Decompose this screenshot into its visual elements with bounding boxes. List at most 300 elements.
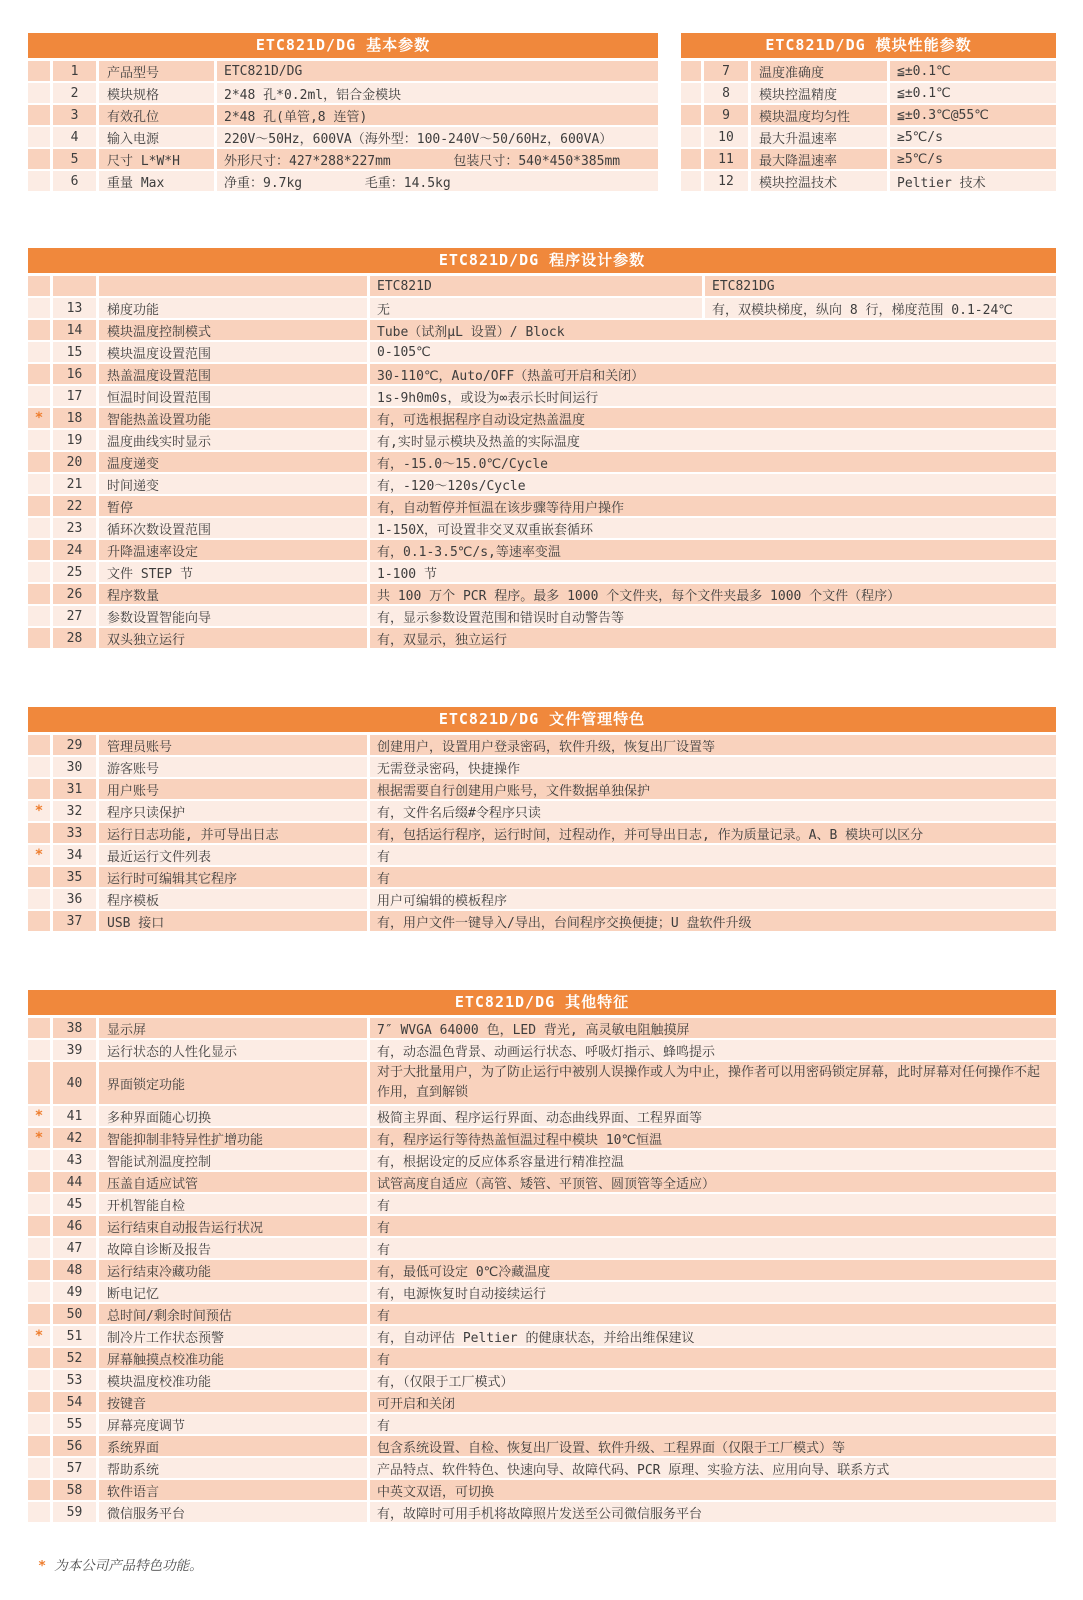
row-label: 多种界面随心切换 <box>99 1106 367 1126</box>
row-number: 39 <box>53 1040 96 1060</box>
table-row <box>28 1062 1056 1104</box>
row-label: 界面锁定功能 <box>99 1062 367 1104</box>
table-row <box>28 1304 1056 1324</box>
star-marker: * <box>28 845 50 865</box>
row-value: 有，0.1-3.5℃/s,等速率变温 <box>370 540 1056 560</box>
star-marker <box>28 1370 50 1390</box>
row-number: 52 <box>53 1348 96 1368</box>
row-value: 有，最低可设定 0℃冷藏温度 <box>370 1260 1056 1280</box>
program-subheader-row <box>28 276 1056 296</box>
table-row <box>681 171 1056 191</box>
star-marker <box>28 320 50 340</box>
program-design-rows <box>28 276 1056 648</box>
row-number: 22 <box>53 496 96 516</box>
star-marker <box>28 1414 50 1434</box>
star-marker <box>28 1392 50 1412</box>
row-value: 有，电源恢复时自动接续运行 <box>370 1282 1056 1302</box>
table-row <box>28 823 1056 843</box>
star-marker <box>28 430 50 450</box>
table-row <box>28 61 658 81</box>
row-value: 7″ WVGA 64000 色，LED 背光, 高灵敏电阻触摸屏 <box>370 1018 1056 1038</box>
row-label: 用户账号 <box>99 779 367 799</box>
star-marker <box>28 386 50 406</box>
table-row <box>28 1502 1056 1522</box>
row-label: 制冷片工作状态预警 <box>99 1326 367 1346</box>
row-label: 模块控温精度 <box>751 83 887 103</box>
table-row <box>28 105 658 125</box>
table-row <box>28 628 1056 648</box>
star-marker <box>28 1150 50 1170</box>
table-row <box>28 845 1056 865</box>
star-marker <box>28 867 50 887</box>
footnote <box>28 1554 1056 1574</box>
table-row <box>28 1106 1056 1126</box>
table-row <box>28 430 1056 450</box>
row-label: 按键音 <box>99 1392 367 1412</box>
label-cell-empty <box>99 276 367 296</box>
row-number: 57 <box>53 1458 96 1478</box>
row-label: 产品型号 <box>99 61 214 81</box>
row-label: 热盖温度设置范围 <box>99 364 367 384</box>
star-marker <box>28 540 50 560</box>
module-performance-table-title: ETC821D/DG 模块性能参数 <box>681 33 1056 58</box>
star-marker <box>28 364 50 384</box>
row-number: 28 <box>53 628 96 648</box>
table-row <box>28 1216 1056 1236</box>
row-value: 净重：9.7kg 毛重：14.5kg <box>217 171 658 191</box>
star-marker: * <box>28 801 50 821</box>
star-marker <box>28 584 50 604</box>
row-value: 有 <box>370 1348 1056 1368</box>
row-number: 1 <box>53 61 96 81</box>
row-number: 8 <box>704 83 748 103</box>
star-marker <box>28 1062 50 1104</box>
star-marker <box>28 342 50 362</box>
table-row <box>28 1348 1056 1368</box>
star-marker <box>28 149 50 169</box>
row-value: 创建用户，设置用户登录密码，软件升级，恢复出厂设置等 <box>370 735 1056 755</box>
row-number: 24 <box>53 540 96 560</box>
table-row <box>28 1480 1056 1500</box>
star-marker <box>28 61 50 81</box>
row-value: Tube（试剂μL 设置）/ Block <box>370 320 1056 340</box>
table-row <box>28 540 1056 560</box>
row-number: 58 <box>53 1480 96 1500</box>
star-marker <box>28 1282 50 1302</box>
row-value: ETC821D/DG <box>217 61 658 81</box>
star-marker <box>28 735 50 755</box>
row-label: 温度递变 <box>99 452 367 472</box>
row-number: 53 <box>53 1370 96 1390</box>
section-gap <box>28 650 1056 707</box>
table-row <box>28 867 1056 887</box>
row-label: 恒温时间设置范围 <box>99 386 367 406</box>
table-row <box>28 386 1056 406</box>
row-label: 运行结束自动报告运行状况 <box>99 1216 367 1236</box>
star-marker <box>28 105 50 125</box>
table-row <box>28 1238 1056 1258</box>
table-row <box>28 342 1056 362</box>
other-features-table-title: ETC821D/DG 其他特征 <box>28 990 1056 1015</box>
table-row <box>681 105 1056 125</box>
row-number: 26 <box>53 584 96 604</box>
row-number: 42 <box>53 1128 96 1148</box>
star-marker <box>28 1216 50 1236</box>
star-marker <box>28 83 50 103</box>
row-value: 有，（仅限于工厂模式） <box>370 1370 1056 1390</box>
row-number: 40 <box>53 1062 96 1104</box>
row-label: USB 接口 <box>99 911 367 931</box>
table-row <box>28 735 1056 755</box>
module-performance-table <box>681 33 1056 193</box>
row-label: 最大升温速率 <box>751 127 887 147</box>
row-label: 系统界面 <box>99 1436 367 1456</box>
row-number: 15 <box>53 342 96 362</box>
row-label: 总时间/剩余时间预估 <box>99 1304 367 1324</box>
star-marker <box>28 474 50 494</box>
row-number: 14 <box>53 320 96 340</box>
row-value-etc821d: 无 <box>370 298 702 318</box>
row-number: 5 <box>53 149 96 169</box>
row-label: 开机智能自检 <box>99 1194 367 1214</box>
star-marker <box>681 127 701 147</box>
row-value: 有，根据设定的反应体系容量进行精准控温 <box>370 1150 1056 1170</box>
table-row <box>681 149 1056 169</box>
star-marker <box>28 562 50 582</box>
row-value: 无需登录密码，快捷操作 <box>370 757 1056 777</box>
table-row <box>28 127 658 147</box>
table-row <box>28 779 1056 799</box>
row-number: 3 <box>53 105 96 125</box>
row-number: 33 <box>53 823 96 843</box>
table-row <box>28 1040 1056 1060</box>
star-marker <box>28 1502 50 1522</box>
row-number: 43 <box>53 1150 96 1170</box>
row-value: 对于大批量用户，为了防止运行中被别人误操作或人为中止，操作者可以用密码锁定屏幕，此时屏幕对任何操作不起作用，直到解锁 <box>370 1062 1056 1104</box>
row-number: 50 <box>53 1304 96 1324</box>
row-value: 有，自动暂停并恒温在该步骤等待用户操作 <box>370 496 1056 516</box>
row-value: 有 <box>370 1238 1056 1258</box>
row-label: 运行日志功能, 并可导出日志 <box>99 823 367 843</box>
row-label: 游客账号 <box>99 757 367 777</box>
row-label: 压盖自适应试管 <box>99 1172 367 1192</box>
star-marker <box>28 1304 50 1324</box>
star-marker: * <box>28 1128 50 1148</box>
table-row <box>28 1018 1056 1038</box>
star-marker <box>28 757 50 777</box>
row-label: 梯度功能 <box>99 298 367 318</box>
row-label: 运行结束冷藏功能 <box>99 1260 367 1280</box>
row-label: 故障自诊断及报告 <box>99 1238 367 1258</box>
row-label: 最大降温速率 <box>751 149 887 169</box>
star-marker <box>28 1348 50 1368</box>
star-marker <box>28 518 50 538</box>
row-value: 有 <box>370 845 1056 865</box>
row-number: 17 <box>53 386 96 406</box>
star-marker: * <box>28 408 50 428</box>
row-number: 27 <box>53 606 96 626</box>
table-row <box>28 496 1056 516</box>
row-number: 34 <box>53 845 96 865</box>
table-row <box>28 889 1056 909</box>
row-number: 9 <box>704 105 748 125</box>
row-value: 试管高度自适应（高管、矮管、平顶管、圆顶管等全适应） <box>370 1172 1056 1192</box>
row-label: 程序数量 <box>99 584 367 604</box>
row-value: 1s-9h0m0s，或设为∞表示长时间运行 <box>370 386 1056 406</box>
row-number: 54 <box>53 1392 96 1412</box>
row-number: 23 <box>53 518 96 538</box>
row-value-etc821dg: 有，双模块梯度，纵向 8 行，梯度范围 0.1-24℃ <box>705 298 1056 318</box>
row-value: 有，自动评估 Peltier 的健康状态，并给出维保建议 <box>370 1326 1056 1346</box>
star-marker: * <box>28 1106 50 1126</box>
row-number: 25 <box>53 562 96 582</box>
row-value: Peltier 技术 <box>890 171 1056 191</box>
row-label: 温度准确度 <box>751 61 887 81</box>
star-marker <box>681 61 701 81</box>
row-value: 包含系统设置、自检、恢复出厂设置、软件升级、工程界面（仅限于工厂模式）等 <box>370 1436 1056 1456</box>
row-value: 0-105℃ <box>370 342 1056 362</box>
row-label: 程序只读保护 <box>99 801 367 821</box>
row-label: 有效孔位 <box>99 105 214 125</box>
row-number: 47 <box>53 1238 96 1258</box>
row-label: 软件语言 <box>99 1480 367 1500</box>
program-design-table <box>28 248 1056 648</box>
row-value: 有 <box>370 867 1056 887</box>
table-row <box>681 61 1056 81</box>
row-value: 220V～50Hz，600VA（海外型：100-240V～50/60Hz，600VA） <box>217 127 658 147</box>
star-marker <box>28 1040 50 1060</box>
row-label: 参数设置智能向导 <box>99 606 367 626</box>
star-marker <box>28 1436 50 1456</box>
model-column-header-etc821d: ETC821D <box>370 276 702 296</box>
table-row <box>28 911 1056 931</box>
star-marker <box>28 1238 50 1258</box>
star-marker <box>28 628 50 648</box>
row-label: 输入电源 <box>99 127 214 147</box>
star-marker <box>28 889 50 909</box>
star-marker <box>681 171 701 191</box>
row-number: 45 <box>53 1194 96 1214</box>
row-value: 有，-120～120s/Cycle <box>370 474 1056 494</box>
row-value: 有 <box>370 1216 1056 1236</box>
table-row <box>28 149 658 169</box>
file-management-table-title: ETC821D/DG 文件管理特色 <box>28 707 1056 732</box>
star-marker <box>28 171 50 191</box>
row-label: 微信服务平台 <box>99 1502 367 1522</box>
star-marker <box>681 149 701 169</box>
file-management-table <box>28 707 1056 931</box>
row-value: 有,实时显示模块及热盖的实际温度 <box>370 430 1056 450</box>
table-row <box>28 1436 1056 1456</box>
row-number: 6 <box>53 171 96 191</box>
row-number: 16 <box>53 364 96 384</box>
row-number: 18 <box>53 408 96 428</box>
row-value: 有 <box>370 1194 1056 1214</box>
star-marker <box>28 127 50 147</box>
row-value: 中英文双语，可切换 <box>370 1480 1056 1500</box>
row-value: 极简主界面、程序运行界面、动态曲线界面、工程界面等 <box>370 1106 1056 1126</box>
row-label: 双头独立运行 <box>99 628 367 648</box>
table-row <box>28 452 1056 472</box>
row-value: 有，动态温色背景、动画运行状态、呼吸灯指示、蜂鸣提示 <box>370 1040 1056 1060</box>
table-row <box>28 562 1056 582</box>
row-number: 20 <box>53 452 96 472</box>
row-label: 运行时可编辑其它程序 <box>99 867 367 887</box>
table-row <box>28 1414 1056 1434</box>
row-number: 21 <box>53 474 96 494</box>
row-label: 模块温度控制模式 <box>99 320 367 340</box>
row-number: 51 <box>53 1326 96 1346</box>
row-label: 模块温度设置范围 <box>99 342 367 362</box>
basic-params-table-title: ETC821D/DG 基本参数 <box>28 33 658 58</box>
row-value: ≥5℃/s <box>890 127 1056 147</box>
row-number: 44 <box>53 1172 96 1192</box>
row-value: ≦±0.1℃ <box>890 83 1056 103</box>
star-marker <box>28 911 50 931</box>
row-number: 59 <box>53 1502 96 1522</box>
table-row <box>28 298 1056 318</box>
star-marker: * <box>28 1326 50 1346</box>
star-marker <box>28 1018 50 1038</box>
table-row <box>681 127 1056 147</box>
table-row <box>28 474 1056 494</box>
row-label: 智能热盖设置功能 <box>99 408 367 428</box>
table-row <box>28 606 1056 626</box>
table-row <box>28 1458 1056 1478</box>
row-label: 帮助系统 <box>99 1458 367 1478</box>
footnote-text: 为本公司产品特色功能。 <box>54 1558 203 1574</box>
row-label: 显示屏 <box>99 1018 367 1038</box>
row-number: 36 <box>53 889 96 909</box>
star-marker <box>28 1458 50 1478</box>
row-value: 可开启和关闭 <box>370 1392 1056 1412</box>
row-label: 循环次数设置范围 <box>99 518 367 538</box>
row-number: 7 <box>704 61 748 81</box>
row-label: 智能抑制非特异性扩增功能 <box>99 1128 367 1148</box>
star-marker <box>681 105 701 125</box>
table-row <box>28 1128 1056 1148</box>
row-value: 有，故障时可用手机将故障照片发送至公司微信服务平台 <box>370 1502 1056 1522</box>
row-label: 模块温度均匀性 <box>751 105 887 125</box>
row-number: 12 <box>704 171 748 191</box>
row-label: 运行状态的人性化显示 <box>99 1040 367 1060</box>
row-number: 41 <box>53 1106 96 1126</box>
row-label: 断电记忆 <box>99 1282 367 1302</box>
top-tables-section <box>28 33 1056 193</box>
number-cell-empty <box>53 276 96 296</box>
row-value: ≦±0.3℃@55℃ <box>890 105 1056 125</box>
table-row <box>28 1392 1056 1412</box>
row-number: 32 <box>53 801 96 821</box>
row-label: 程序模板 <box>99 889 367 909</box>
table-row <box>28 1326 1056 1346</box>
row-value: 用户可编辑的模板程序 <box>370 889 1056 909</box>
row-label: 屏幕触摸点校准功能 <box>99 1348 367 1368</box>
row-number: 35 <box>53 867 96 887</box>
table-row <box>28 1370 1056 1390</box>
table-row <box>28 518 1056 538</box>
row-value: 外形尺寸：427*288*227mm 包装尺寸：540*450*385mm <box>217 149 658 169</box>
table-row <box>28 1150 1056 1170</box>
row-value: ≦±0.1℃ <box>890 61 1056 81</box>
row-value: 有，包括运行程序，运行时间，过程动作，并可导出日志, 作为质量记录。A、B 模块可以区分 <box>370 823 1056 843</box>
table-row <box>28 364 1056 384</box>
table-row <box>28 801 1056 821</box>
section-gap <box>28 933 1056 990</box>
row-value: 1-150X，可设置非交叉双重嵌套循环 <box>370 518 1056 538</box>
row-label: 管理员账号 <box>99 735 367 755</box>
table-row <box>28 1282 1056 1302</box>
footnote-asterisk: * <box>38 1558 47 1574</box>
row-value: 有，可选根据程序自动设定热盖温度 <box>370 408 1056 428</box>
other-features-rows <box>28 1018 1056 1522</box>
row-number: 46 <box>53 1216 96 1236</box>
row-label: 尺寸 L*W*H <box>99 149 214 169</box>
row-number: 10 <box>704 127 748 147</box>
row-value: 有，显示参数设置范围和错误时自动警告等 <box>370 606 1056 626</box>
star-marker <box>28 496 50 516</box>
file-management-rows <box>28 735 1056 931</box>
row-value: 2*48 孔*0.2ml，铝合金模块 <box>217 83 658 103</box>
star-marker <box>28 1194 50 1214</box>
table-row <box>28 171 658 191</box>
row-number: 30 <box>53 757 96 777</box>
row-value: 有，文件名后缀#令程序只读 <box>370 801 1056 821</box>
table-row <box>681 83 1056 103</box>
star-cell-empty <box>28 276 50 296</box>
row-number: 38 <box>53 1018 96 1038</box>
row-value: 有，用户文件一键导入/导出，台间程序交换便捷；U 盘软件升级 <box>370 911 1056 931</box>
other-features-table <box>28 990 1056 1522</box>
star-marker <box>28 606 50 626</box>
program-design-table-title: ETC821D/DG 程序设计参数 <box>28 248 1056 273</box>
basic-params-table <box>28 33 658 193</box>
row-value: 有，程序运行等待热盖恒温过程中模块 10℃恒温 <box>370 1128 1056 1148</box>
star-marker <box>28 823 50 843</box>
table-row <box>28 408 1056 428</box>
model-column-header-etc821dg: ETC821DG <box>705 276 1056 296</box>
row-number: 48 <box>53 1260 96 1280</box>
row-value: 产品特点、软件特色、快速向导、故障代码、PCR 原理、实验方法、应用向导、联系方式 <box>370 1458 1056 1478</box>
basic-params-rows <box>28 61 658 191</box>
row-value: 1-100 节 <box>370 562 1056 582</box>
star-marker <box>681 83 701 103</box>
row-label: 屏幕亮度调节 <box>99 1414 367 1434</box>
row-number: 13 <box>53 298 96 318</box>
section-gap <box>28 193 1056 248</box>
row-value: 30-110℃，Auto/OFF（热盖可开启和关闭） <box>370 364 1056 384</box>
row-label: 暂停 <box>99 496 367 516</box>
row-value: 有 <box>370 1304 1056 1324</box>
row-number: 19 <box>53 430 96 450</box>
row-number: 49 <box>53 1282 96 1302</box>
row-number: 56 <box>53 1436 96 1456</box>
row-number: 29 <box>53 735 96 755</box>
row-label: 模块控温技术 <box>751 171 887 191</box>
table-row <box>28 757 1056 777</box>
table-row <box>28 83 658 103</box>
table-row <box>28 1172 1056 1192</box>
star-marker <box>28 452 50 472</box>
row-label: 重量 Max <box>99 171 214 191</box>
table-row <box>28 320 1056 340</box>
row-value: 有，双显示，独立运行 <box>370 628 1056 648</box>
row-label: 温度曲线实时显示 <box>99 430 367 450</box>
table-row <box>28 584 1056 604</box>
row-label: 模块规格 <box>99 83 214 103</box>
table-row <box>28 1260 1056 1280</box>
row-number: 55 <box>53 1414 96 1434</box>
